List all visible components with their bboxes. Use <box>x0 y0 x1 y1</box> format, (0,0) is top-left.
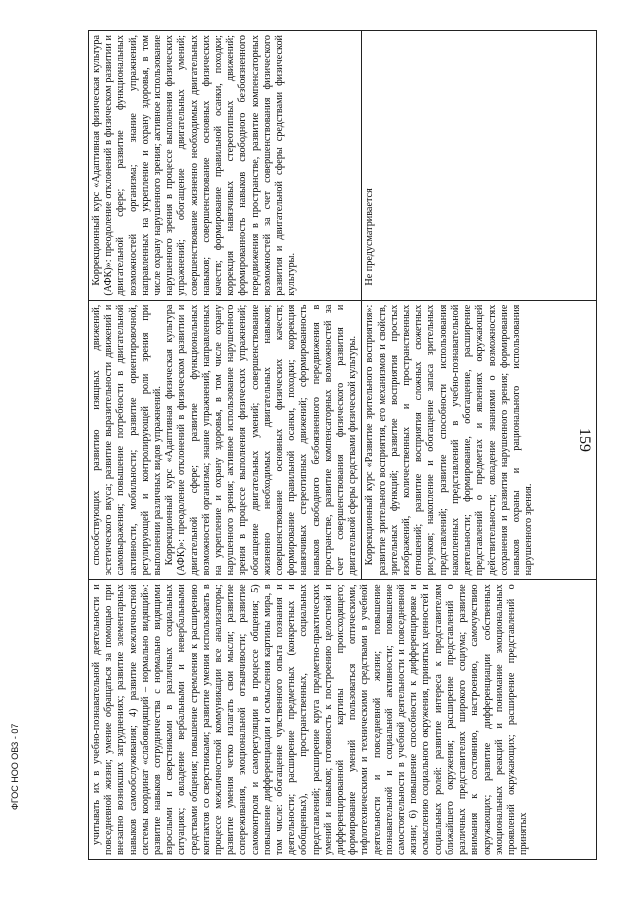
table-row <box>89 31 362 860</box>
col2-top-text: способствующих развитию изящных движений, эстетического вкуса; развитие выразительности движений и самовыражения; повышение потребности в двигательной активности, мобильности; развитие ориентировочной, регулирующей и контролирующей роли зрения при выполнении различных видов упражнений. <box>91 304 164 576</box>
page-number: 159 <box>576 428 593 452</box>
content-table <box>88 30 597 860</box>
footer-code: ФГОС НОО ОВЗ - 07 <box>10 723 20 810</box>
cell-column-1 <box>89 580 597 860</box>
col3-bottom-text: Не предусматривается <box>364 188 376 286</box>
col2-bottom-text: Коррекционный курс «Развитие зрительного восприятия»: развитие зрительного восприятия, его механизмов и свойств, зрительных функций; развитие восприятия простых изображений, количественных и пространственных отношений; развитие восприятия сложных сюжетных рисунков; накопление и обогащение запаса зрительных представлений; развитие способности использования накопленных представлений в учебно-познавательной деятельности; формирование, обогащение, расширение представлений о предметах и явлениях окружающей действительности; овладение знаниями о возможностях сохранения и развития нарушенного зрения; формирование навыков охраны и рационального использования нарушенного зрения. <box>364 304 535 576</box>
col2-mid-text: Коррекционный курс «Адаптивная физическая культура (АФК)»: преодоление отклонений в физическом развитии и двигательной сфере; развитие функциональных возможностей организма; знание упражнений, направленных на укрепление и охрану здоровья, в том числе охрану нарушенного зрения; активное использование нарушенного зрения в процессе выполнения физических упражнений; обогащение двигательных умений; совершенствование жизненно необходимых двигательных навыков; совершенствование основных физических качеств; формирование правильной осанки, походки; коррекция навязчивых стереотипных движений; сформированность навыков свободного безбоязненного передвижения в пространстве, развитие компенсаторных возможностей за счет совершенствования физического развития и двигательной сферы средствами физической культуры. <box>164 304 359 576</box>
cell-column-2-top <box>89 300 362 580</box>
cell-column-3-bottom <box>362 31 597 301</box>
col3-top-text: Коррекционный курс «Адаптивная физическая культура (АФК)»: преодоление отклонений в физическом развитии и двигательной сфере; развитие функциональных возможностей организма; знание упражнений, направленных на укрепление и охрану здоровья, в том числе охрану нарушенного зрения; активное использование нарушенного зрения в процессе выполнения физических упражнений; обогащение двигательных умений; совершенствование жизненно необходимых двигательных навыков; совершенствование основных физических качеств; формирование правильной осанки, походки; коррекция навязчивых стереотипных движений; формированность навыков свободного безбоязненного передвижения в пространстве, развитие компенсаторных возможностей за счет совершенствования физического развития и двигательной сферы средствами физической культуры. <box>91 35 298 296</box>
cell-column-2-bottom <box>362 300 597 580</box>
rotated-table <box>88 30 572 860</box>
col1-text: учитывать их в учебно-познавательной деятельности и повседневной жизни; умение обращаться за помощью при внезапно возникших затруднениях; развитие элементарных навыков самообслуживания; 4) развитие межличностной системы координат «слабовидящий – нормально видящий»: развитие навыков сотрудничества с нормально видящими взрослыми и сверстниками в различных социальных ситуациях; овладение вербальными и невербальными средствами общения; повышение стремления к расширению контактов со сверстниками; развитие умения использовать в процессе межличностной коммуникации все анализаторы; развитие умения четко излагать свои мысли; развитие сопереживания, эмоциональной отзывчивости; развитие самоконтроля и саморегуляции в процессе общения; 5) повышение дифференциации и осмысления картины мира, в том числе: обогащение чувственного опыта познания и деятельности; расширение предметных (конкретных и обобщенных), пространственных, социальных представлений; расширение круга предметно-практических умений и навыков; готовность к построению целостной и дифференцированной картины происходящего; формирование умений пользоваться оптическими, тифлотехническими и техническими средствами в учебной деятельности и повседневной жизни; повышение познавательной и социальной активности; повышение самостоятельности в учебной деятельности и повседневной жизни; 6) повышение способности к дифференцировке и осмыслению социального окружения, принятых ценностей и социальных ролей: развитие интереса к представителям ближайшего окружения; расширение представлений о различных представителях широкого социума; развитие внимания к состоянию, настроению, самочувствию окружающих; развитие дифференциации собственных эмоциональных реакций и понимание эмоциональных проявлений окружающих; расширение представлений о принятых <box>91 584 530 855</box>
cell-column-3-top <box>89 31 362 301</box>
